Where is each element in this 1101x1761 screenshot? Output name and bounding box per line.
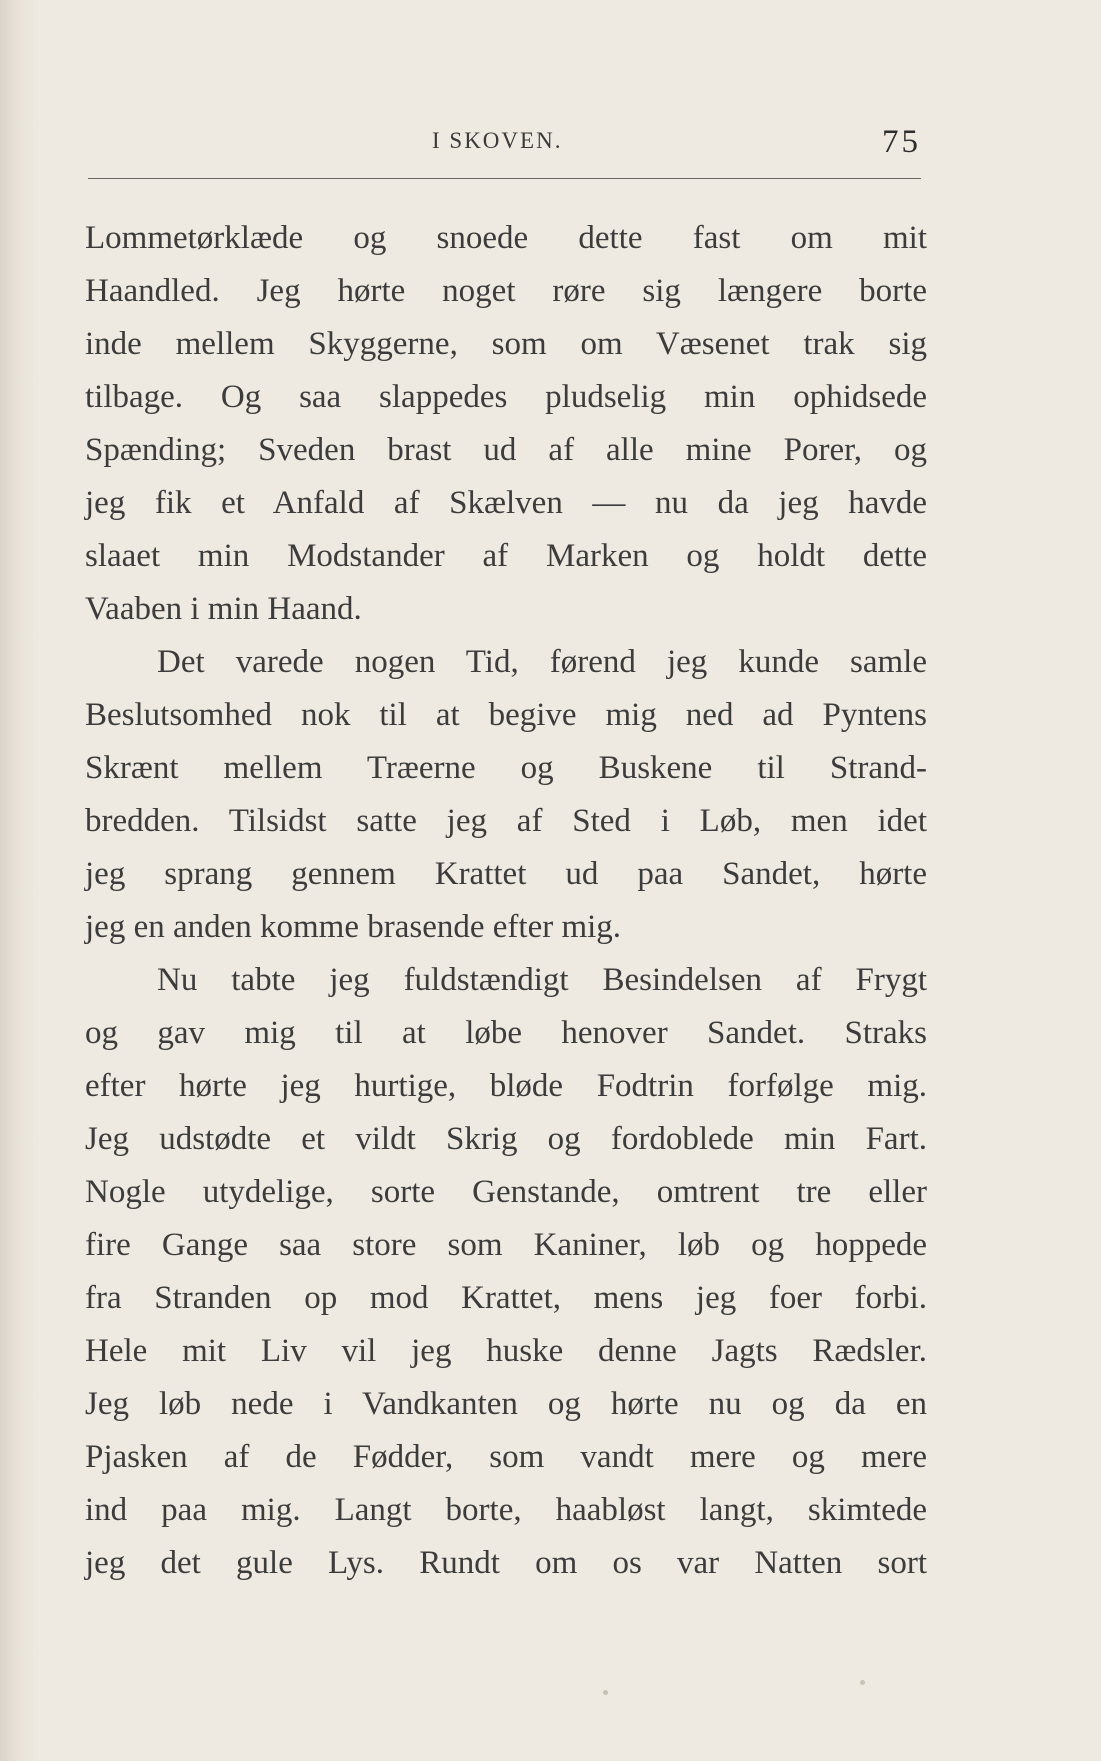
text-line: jeg det gule Lys. Rundt om os var Natten sort bbox=[85, 1545, 927, 1581]
paper-speck bbox=[603, 1690, 608, 1695]
text-line: efter hørte jeg hurtige, bløde Fodtrin forfølge mig. bbox=[85, 1068, 927, 1104]
text-line: bredden. Tilsidst satte jeg af Sted i Løb, men idet bbox=[85, 803, 927, 839]
text-line: Jeg udstødte et vildt Skrig og fordoblede min Fart. bbox=[85, 1121, 927, 1157]
text-line: Lommetørklæde og snoede dette fast om mit bbox=[85, 220, 927, 256]
text-line: Beslutsomhed nok til at begive mig ned ad Pyntens bbox=[85, 697, 927, 733]
text-line: og gav mig til at løbe henover Sandet. Straks bbox=[85, 1015, 927, 1051]
text-line: jeg fik et Anfald af Skælven — nu da jeg havde bbox=[85, 485, 927, 521]
text-line: fra Stranden op mod Krattet, mens jeg foer forbi. bbox=[85, 1280, 927, 1316]
text-line: Haandled. Jeg hørte noget røre sig længere borte bbox=[85, 273, 927, 309]
page-header bbox=[88, 124, 921, 178]
text-line: Vaaben i min Haand. bbox=[85, 591, 362, 627]
text-line: Hele mit Liv vil jeg huske denne Jagts Rædsler. bbox=[85, 1333, 927, 1369]
text-line: Pjasken af de Fødder, som vandt mere og mere bbox=[85, 1439, 927, 1475]
running-head: I SKOVEN. bbox=[432, 128, 563, 153]
text-line: jeg sprang gennem Krattet ud paa Sandet, hørte bbox=[85, 856, 927, 892]
text-line: inde mellem Skyggerne, som om Væsenet trak sig bbox=[85, 326, 927, 362]
header-rule bbox=[88, 178, 921, 179]
text-line: slaaet min Modstander af Marken og holdt dette bbox=[85, 538, 927, 574]
paper-speck bbox=[860, 1680, 865, 1685]
text-line: Nu tabte jeg fuldstændigt Besindelsen af Frygt bbox=[157, 962, 927, 998]
text-line: Skrænt mellem Træerne og Buskene til Strand- bbox=[85, 750, 927, 786]
text-line: fire Gange saa store som Kaniner, løb og hoppede bbox=[85, 1227, 927, 1263]
text-line: Spænding; Sveden brast ud af alle mine Porer, og bbox=[85, 432, 927, 468]
page-number: 75 bbox=[882, 124, 921, 160]
text-line: tilbage. Og saa slappedes pludselig min ophidsede bbox=[85, 379, 927, 415]
text-line: ind paa mig. Langt borte, haabløst langt, skimtede bbox=[85, 1492, 927, 1528]
text-line: Nogle utydelige, sorte Genstande, omtrent tre eller bbox=[85, 1174, 927, 1210]
body-text bbox=[85, 212, 927, 1590]
text-line: Jeg løb nede i Vandkanten og hørte nu og da en bbox=[85, 1386, 927, 1422]
text-line: jeg en anden komme brasende efter mig. bbox=[85, 909, 622, 945]
text-line: Det varede nogen Tid, førend jeg kunde samle bbox=[157, 644, 927, 680]
